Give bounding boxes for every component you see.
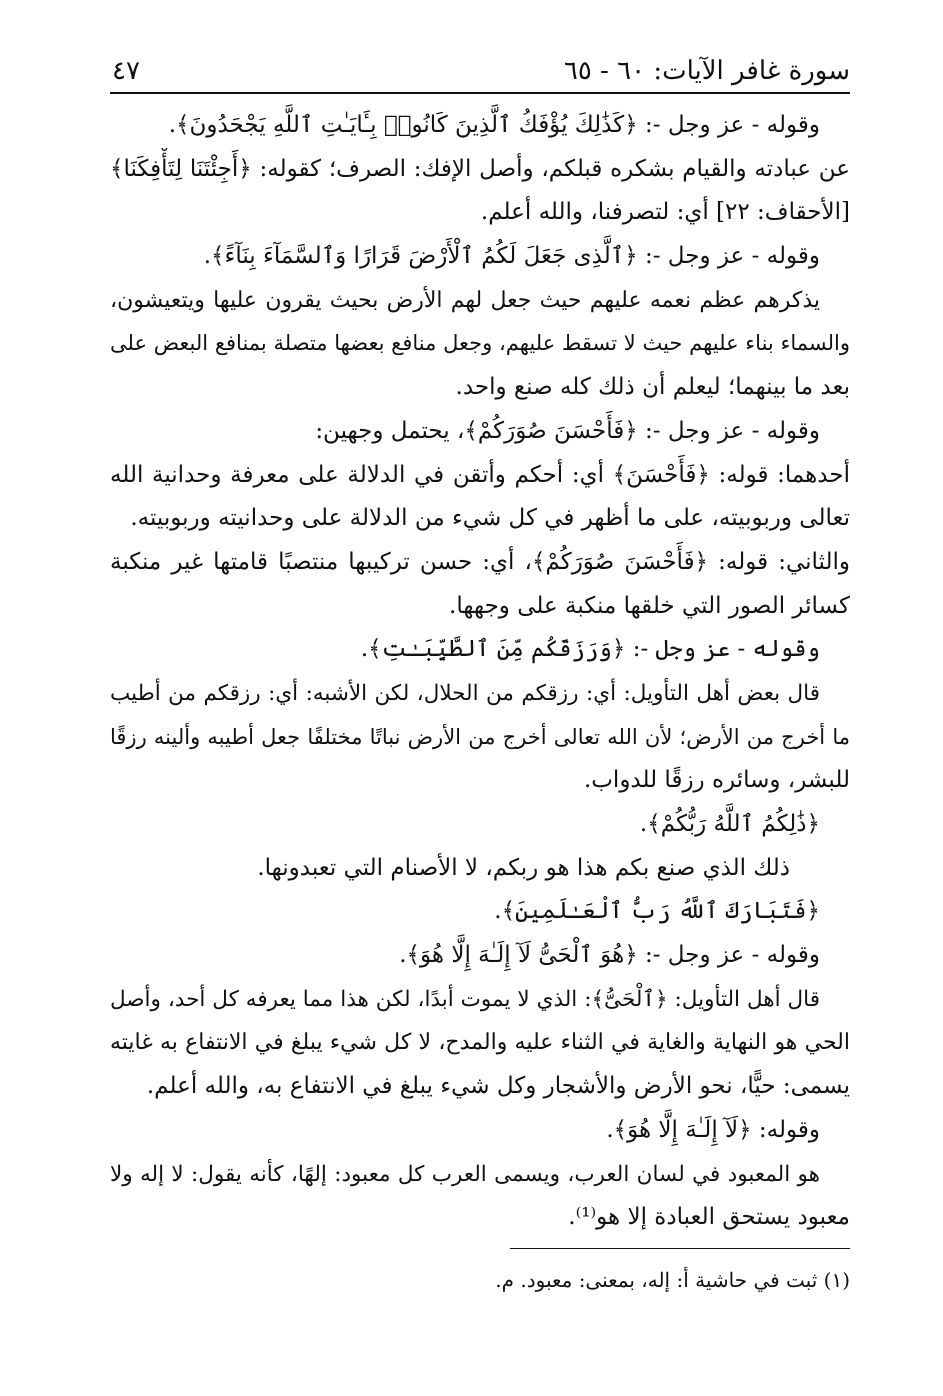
text-line: كسائر الصور التي خلقها منكبة على وجهها. [449,592,850,619]
text-line: وقوله - عز وجل -: ﴿هُوَ ٱلْحَىُّ لَآ إِلَـٰهَ إِلَّا هُوَ﴾. [399,942,820,969]
footnote-divider [510,1248,850,1249]
text-line: عن عبادته والقيام بشكره قبلكم، وأصل الإفك: الصرف؛ كقوله: ﴿أَجِئْتَنَا لِتَأْفِكَنَا﴾ [110,155,850,182]
footnote: (١) ثبت في حاشية أ: إله، بمعنى: معبود. م. [495,1268,850,1292]
text-line: معبود يستحق العبادة إلا هو⁽¹⁾. [568,1204,850,1231]
text-line: ما أخرج من الأرض؛ لأن الله تعالى أخرج من الأرض نباتًا مختلفًا جعل أطيبه وألينه رزقًا [110,724,850,749]
text-line: هو المعبود في لسان العرب، ويسمى العرب كل معبود: إلهًا، كأنه يقول: لا إله ولا [110,1161,820,1187]
text-line: يذكرهم عظم نعمه عليهم حيث جعل لهم الأرض بحيث يقرون عليها ويتعيشون، [110,287,820,313]
page-number: ٤٧ [112,56,140,86]
running-header [110,52,850,94]
text-line: وقوله - عز وجل -: ﴿ٱلَّذِى جَعَلَ لَكُمُ ٱلْأَرْضَ قَرَارًا وَٱلسَّمَآءَ بِنَآءً﴾. [203,243,820,270]
text-line: قال بعض أهل التأويل: أي: رزقكم من الحلال، لكن الأشبه: أي: رزقكم من أطيب [110,680,820,706]
text-line: أحدهما: قوله: ﴿فَأَحْسَنَ﴾ أي: أحكم وأتقن في الدلالة على معرفة وحدانية الله [110,461,850,488]
text-line: والسماء بناء عليهم حيث لا تسقط عليهم، وجعل منافع بعضها متصلة بمنافع البعض على [110,331,850,356]
text-line: الحي هو النهاية والغاية في الثناء عليه والمدح، لا كل شيء يبلغ في الانتفاع به غايته [110,1030,850,1056]
text-line: والثاني: قوله: ﴿فَأَحْسَنَ صُوَرَكُمْ﴾، أي: حسن تركيبها منتصبًا قامتها غير منكبة [110,548,850,575]
text-line: وقوله: ﴿لَآ إِلَـٰهَ إِلَّا هُوَ﴾. [606,1116,820,1143]
text-line: ﴿فَتَبَارَكَ ٱللَّهُ رَبُّ ٱلْعَـٰلَمِينَ﴾. [494,898,820,925]
text-line: قال أهل التأويل: ﴿ٱلْحَىُّ﴾: الذي لا يموت أبدًا، لكن هذا مما يعرفه كل أحد، وأصل [110,986,820,1012]
body-text [110,104,850,1240]
text-line: تعالى وربوبيته، على ما أظهر في كل شيء من الدلالة على وحدانيته وربوبيته. [130,505,850,532]
text-line: ذلك الذي صنع بكم هذا هو ربكم، لا الأصنام التي تعبدونها. [257,854,790,881]
text-line: ﴿ذَٰلِكُمُ ٱللَّهُ رَبُّكُمْ﴾. [639,811,820,837]
text-line: وقوله - عز وجل -: ﴿فَأَحْسَنَ صُوَرَكُمْ﴾، يحتمل وجهين: [315,417,820,444]
text-line: بعد ما بينهما؛ ليعلم أن ذلك كله صنع واحد. [455,374,850,401]
text-line: يسمى: حيًّا، نحو الأرض والأشجار وكل شيء يبلغ في الانتفاع به، والله أعلم. [146,1073,850,1100]
text-line: وقوله - عز وجل -: ﴿وَرَزَقَكُم مِّنَ ٱلطَّيِّبَـٰتِ﴾. [360,636,820,663]
running-title: سورة غافر الآيات: ٦٠ - ٦٥ [563,56,850,86]
text-line: وقوله - عز وجل -: ﴿كَذَٰلِكَ يُؤْفَكُ ٱلَّذِينَ كَانُوا۟ بِـَٔايَـٰتِ ٱللَّهِ يَجْحَدُونَ﴾. [168,112,820,138]
text-line: للبشر، وسائره رزقًا للدواب. [583,767,850,794]
text-line: [الأحقاف: ٢٢] أي: لتصرفنا، والله أعلم. [480,199,850,226]
